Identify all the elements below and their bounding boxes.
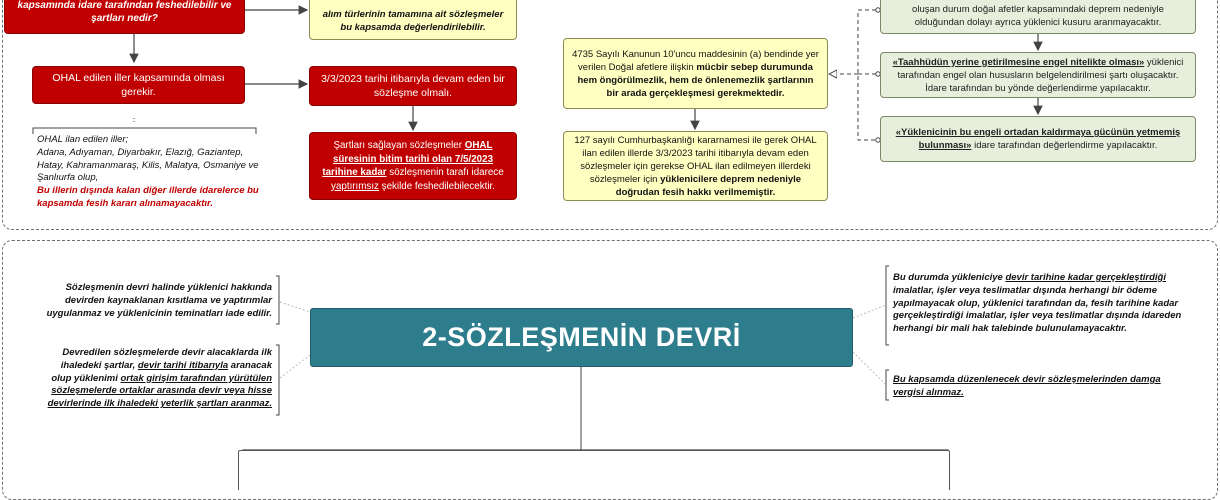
left-note-2 xyxy=(40,347,272,411)
term-post: şekilde feshedilebilecektir. xyxy=(378,180,495,192)
left-note-1-text: Sözleşmenin devri halinde yüklenici hakkında devirden kaynaklanan kısıtlama ve yaptırımlar uygulanmaz ve yüklenicinin teminatları iade edilir. xyxy=(46,282,272,319)
left-note-2-date: devir tarihi itibarıyla xyxy=(137,359,229,371)
law-yellow-box xyxy=(563,38,828,109)
law-bold-text: mücbir sebep durumunda hem öngörülmezlik, hem de önlenemezlik şartlarının bir arada gerçekleşmesi gerekmektedir. xyxy=(577,61,814,99)
right-note-1 xyxy=(893,272,1185,336)
right-note-2 xyxy=(893,374,1185,400)
green-power-text: idare tarafından değerlendirme yapılacaktır. xyxy=(971,140,1158,151)
contract-date-box xyxy=(309,66,517,106)
left-note-1 xyxy=(40,282,272,320)
law-text: 4735 Sayılı Kanunun 10'uncu maddesinin (a) bendinde yer verilen Doğal afetlere ilişkin xyxy=(572,48,819,73)
q1-line1: kapsamında idare tarafından feshedilebilir ve xyxy=(17,0,232,11)
green-obstacle-text: yüklenici tarafından engel olan hususların belgelendirilmesi şartı oluşacaktır. İdare tarafından bu yönde değerlendirme yapılacaktır. xyxy=(897,56,1184,94)
ohal-note-provinces: Adana, Adıyaman, Diyarbakır, Elazığ, Gaziantep, Hatay, Kahramanmaraş, Kilis, Malatya, Osmaniye ve Şanlıurfa olup, xyxy=(37,146,259,184)
green-obstacle-emphasis: «Taahhüdün yerine getirilmesine engel nitelikte olması» xyxy=(892,56,1145,68)
green-fault-text: oluşan durum doğal afetler kapsamındaki deprem nedeniyle olduğundan dolayı ayrıca yüklenici kusuru aranmayacaktır. xyxy=(912,4,1164,28)
section-title-text: 2-SÖZLEŞMENİN DEVRİ xyxy=(422,322,741,352)
section-title xyxy=(310,308,853,367)
q1-question-box xyxy=(4,0,245,34)
right-note-1-date: devir tarihine kadar gerçekleştirdiği xyxy=(1005,272,1166,283)
ohal-provinces-note xyxy=(37,134,259,211)
green-power-emphasis: «Yüklenicinin bu engeli ortadan kaldırmaya gücünün yetmemiş bulunması» xyxy=(895,127,1181,151)
green-box-power xyxy=(880,116,1196,162)
left-note-2-b: aranacak olup yüklenimi xyxy=(51,359,272,384)
termination-box xyxy=(309,132,517,200)
decree-yellow-box xyxy=(563,131,828,201)
ohal-note-warning: Bu illerin dışında kalan diğer illerde idarelerce bu kapsamda fesih kararı alınamayacaktır. xyxy=(37,185,259,209)
right-note-1-b: imalatlar, işler veya teslimatlar dışında herhangi bir ödeme yapılmayacak olup, yüklenici tarafından da, fesih tarihine kadar gerçekleştirdiği imalatlar, işler veya teslimatlar dışında idareden herhangi bir mali hak talebinde bulunulamayacaktır. xyxy=(893,284,1182,335)
ohal-scope-box xyxy=(32,66,245,104)
contract-date-text: 3/3/2023 tarihi itibarıyla devam eden bir sözleşme olmalı. xyxy=(321,73,505,99)
term-sanctionless: yaptırımsız xyxy=(331,180,379,192)
term-date-emphasis: OHAL süresinin bitim tarihi olan 7/5/2023 tarihine kadar xyxy=(322,140,494,178)
left-note-2-a: Devredilen sözleşmelerde devir alacaklarda ilk ihaledeki şartlar, xyxy=(60,347,272,371)
q1-line2: şartları nedir? xyxy=(91,13,158,24)
left-note-2-joint: ortak girişim tarafından yürütülen sözleşmelerde ortaklar arasında devir veya hisse devirlerinde ilk ihaledeki yeterlik şartları aranmaz. xyxy=(47,372,272,410)
term-mid: sözleşmenin tarafı idarece xyxy=(386,167,504,178)
scope-yellow-box xyxy=(309,0,517,40)
decree-text: 127 sayılı Cumhurbaşkanlığı kararnamesi ile gerek OHAL ilan edilen illerde 3/3/2023 tarihi itibarıyla devam eden sözleşmeler için gerekse OHAL ilan edilmeyen illerdeki sözleşmeler için xyxy=(574,134,817,185)
green-box-obstacle xyxy=(880,52,1196,98)
ohal-scope-text: OHAL edilen iller kapsamında olması gerekir. xyxy=(52,72,225,98)
decree-bold-text: yüklenicilere deprem nedeniyle doğrudan fesih hakkı verilmemiştir. xyxy=(615,173,802,198)
scope-yellow-text: alım türlerinin tamamına ait sözleşmeler bu kapsamda değerlendirilebilir. xyxy=(322,9,504,33)
term-pre: Şartları sağlayan sözleşmeler xyxy=(333,140,465,151)
right-note-2-text: Bu kapsamda düzenlenecek devir sözleşmelerinden damga vergisi alınmaz. xyxy=(893,374,1161,398)
bottom-box xyxy=(238,450,950,490)
right-note-1-a: Bu durumda yükleniciye xyxy=(893,272,1006,283)
green-box-fault xyxy=(880,0,1196,34)
ohal-note-heading: OHAL ilan edilen iller; xyxy=(37,134,129,145)
